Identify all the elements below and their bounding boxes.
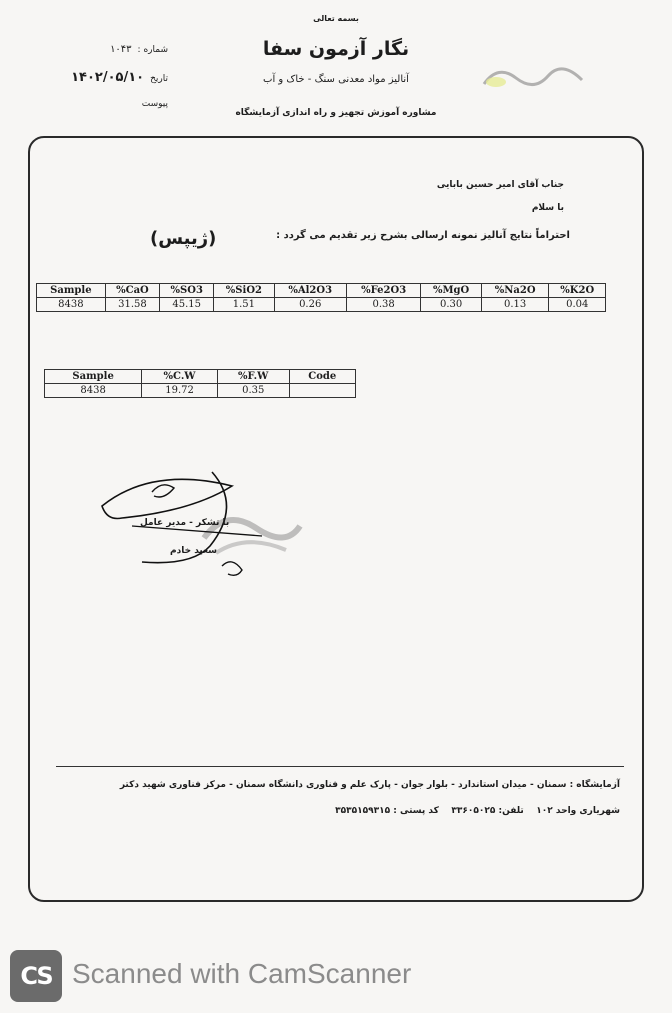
table-cell: 31.58 — [105, 298, 159, 312]
column-header: %CaO — [105, 284, 159, 298]
table-cell: 0.35 — [217, 384, 289, 398]
table-cell: 8438 — [37, 298, 106, 312]
sample-material-name: (ژیپس) — [150, 228, 217, 249]
footer-address: آزمایشگاه : سمنان - میدان استاندارد - بلوار جوان - پارک علم و فناوری دانشگاه سمنان - مرکز فناوری شهید دکتر — [119, 780, 620, 790]
stamp-title: با تشکر - مدیر عامل — [140, 518, 230, 528]
table-header-row — [37, 284, 606, 298]
table-cell: 0.26 — [274, 298, 346, 312]
recipient-line: جناب آقای امیر حسین بابایی — [436, 180, 564, 190]
footer-divider — [56, 766, 624, 767]
oxide-analysis-table — [36, 283, 606, 312]
column-header: %F.W — [217, 370, 289, 384]
column-header: %Fe2O3 — [346, 284, 421, 298]
column-header: %C.W — [142, 370, 218, 384]
table-cell: 0.13 — [481, 298, 549, 312]
company-name: نگار آزمون سفا — [262, 38, 410, 60]
table-cell — [289, 384, 355, 398]
column-header: %MgO — [421, 284, 481, 298]
table-cell: 0.38 — [346, 298, 421, 312]
camscanner-logo-icon: CS — [10, 950, 62, 1002]
column-header: %SO3 — [160, 284, 214, 298]
letter-attachment: پیوست — [141, 99, 168, 109]
column-header: Sample — [45, 370, 142, 384]
table-cell: 45.15 — [160, 298, 214, 312]
letter-number: شماره :۱۰۴۳ — [110, 44, 168, 55]
table-cell: 19.72 — [142, 384, 218, 398]
watermark-text: Scanned with CamScanner — [72, 958, 412, 989]
column-header: %K2O — [549, 284, 606, 298]
footer-contact: شهریاری واحد ۱۰۲ تلفن: ۳۳۶۰۵۰۲۵ کد پستی : ۳۵۳۵۱۵۹۳۱۵ — [335, 806, 620, 816]
letter-date: تاریخ۱۴۰۲/۰۵/۱۰ — [71, 70, 168, 85]
water-content-table — [44, 369, 356, 398]
table-cell: 1.51 — [214, 298, 274, 312]
table-cell: 0.04 — [549, 298, 606, 312]
table-header-row — [45, 370, 356, 384]
table-cell: 8438 — [45, 384, 142, 398]
table-row — [37, 298, 606, 312]
intro-line: احتراماً نتایج آنالیز نمونه ارسالی بشرح زیر تقدیم می گردد : — [276, 230, 570, 241]
table-row — [45, 384, 356, 398]
company-activity: آنالیز مواد معدنی سنگ - خاک و آب — [263, 74, 409, 85]
column-header: Sample — [37, 284, 106, 298]
signatory-name: سعید خادم — [170, 546, 218, 556]
column-header: %SiO2 — [214, 284, 274, 298]
company-logo-icon — [478, 56, 588, 98]
column-header: Code — [289, 370, 355, 384]
greeting-line: با سلام — [531, 203, 564, 213]
bismillah-header: بسمه تعالی — [313, 14, 359, 23]
column-header: %Na2O — [481, 284, 549, 298]
column-header: %Al2O3 — [274, 284, 346, 298]
company-services: مشاوره آموزش تجهیز و راه اندازی آزمایشگاه — [235, 108, 437, 118]
table-cell: 0.30 — [421, 298, 481, 312]
